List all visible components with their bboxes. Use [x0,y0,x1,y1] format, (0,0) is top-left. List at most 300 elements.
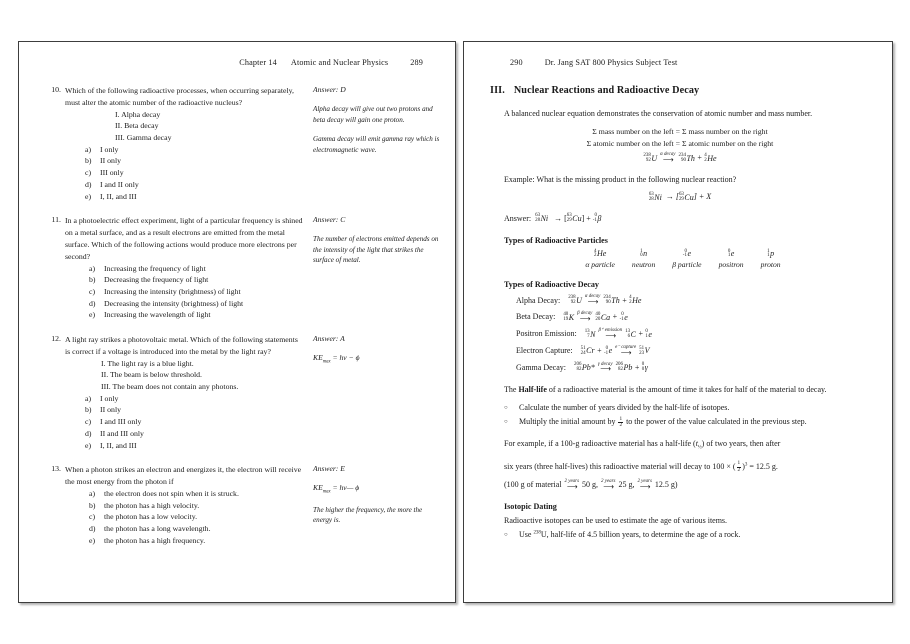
choice-item[interactable] [85,191,303,203]
unknown-product: + X [698,192,712,202]
atomic-number: 92 [645,158,651,164]
atomic-number: 19 [563,316,569,322]
element-symbol: Th [611,296,620,306]
mass-number: 206 [615,362,623,368]
atomic-number: 29 [566,218,572,224]
formula-rhs: = hv − ϕ [332,353,360,362]
list-item [504,416,862,429]
mass-number: 51 [639,345,645,351]
choice-item[interactable] [85,167,303,179]
nuclide-beta [593,213,602,225]
answer-note: The number of electrons emitted depends on the intensity of the light that strikes the surface of metal. [313,235,439,265]
particle-name: positron [718,260,744,270]
atomic-number: 82 [618,367,623,373]
mass-number: 1 [640,248,643,254]
choice-item[interactable] [85,404,303,416]
element-symbol: Ni [540,214,549,224]
answer-prefix: Answer: [504,213,532,223]
particle-cell [672,249,701,269]
question-text: A light ray strikes a photovoltaic metal. Which of the following statements is correct if a voltage is introduced into the metal by the light ray? [65,335,298,356]
mass-number: 40 [595,312,601,318]
element-symbol: e [608,346,613,356]
mass-number: 238 [533,530,541,536]
element-symbol: e [730,249,735,259]
choice-text: the photon has a high velocity. [104,500,200,510]
choice-item[interactable] [89,298,303,310]
atomic-number: 82 [576,367,582,373]
choice-label: d) [85,179,92,189]
answer-side-panel [303,215,441,321]
answer-label: Answer: C [313,215,346,225]
choice-item[interactable] [89,523,303,535]
choice-label: a) [85,144,92,154]
plus-sign: + [696,153,703,163]
arrow-icon: → [665,192,674,202]
arrow-label: γ decay [597,361,613,367]
choice-label: c) [85,417,92,427]
choice-text: Increasing the frequency of light [104,263,206,273]
mass-number: 1 [767,248,770,254]
atomic-number: 0 [641,367,645,373]
answer-label: Answer: D [313,85,346,94]
page-number-right: 290 [510,58,523,67]
decay-row-gamma [490,363,870,374]
reaction-arrow: γ decay ⟶ [597,361,613,374]
choice-item[interactable] [89,488,303,500]
choice-label: c) [89,286,96,296]
atomic-number: -1 [603,350,609,356]
bullet-circle-icon: ○ [504,405,508,412]
atomic-number: 20 [595,316,601,322]
nuclide-thorium [679,154,695,164]
element-symbol: Cr [586,346,595,356]
example-prompt: Example: What is the missing product in the following nuclear reaction? [504,175,737,185]
choice-label: a) [89,488,96,498]
halflife-variable-sub: ½ [697,445,702,451]
choice-label: e) [89,310,96,320]
uranium-decay-equation [490,153,870,164]
mass-number: 40 [563,312,569,318]
list-item [504,402,862,415]
decay-label: Positron Emission: [516,329,577,339]
nuclide-nickel [649,193,662,203]
particle-name: proton [760,260,781,270]
choice-item[interactable] [89,263,303,275]
atomic-number: 1 [727,253,731,259]
question-block-13 [45,464,433,546]
answer-side-panel [303,334,441,451]
answer-formula [313,353,441,365]
choice-label: d) [85,428,92,438]
nuclide-alpha [585,249,615,259]
decay-label: Beta Decay: [516,312,556,322]
example-text-a: For example, if a 100-g radioactive material has a half-life ( [504,438,696,448]
mass-number: 238 [643,153,651,159]
nuclide-beta [672,249,701,259]
element-symbol: He [632,296,642,306]
isotopic-dating-line: Radioactive isotopes can be used to estimate the age of various items. [504,516,728,526]
choice-item[interactable] [89,274,303,286]
mass-number: 63 [648,191,654,197]
element-symbol: Cu [684,192,694,202]
choice-item[interactable] [85,440,303,452]
decay-equation: 206 82 Pb* γ decay ⟶ 206 82 Pb + 0 0 γ [573,361,648,374]
arrow-label: 2 years [601,478,616,484]
bullet-text-a: Use [519,530,532,540]
halflife-decay-chain [490,479,870,491]
choice-label: d) [89,523,96,533]
element-symbol: γ [644,363,648,373]
element-symbol: He [596,249,607,259]
element-symbol: e [648,329,652,339]
choice-item[interactable] [85,428,303,440]
particle-cell [585,249,615,269]
element-symbol: Ca [600,312,611,322]
choice-label: a) [85,393,92,403]
atomic-number: -1 [619,316,624,322]
arrow-label: β⁺ emission [598,327,623,333]
decay-label: Alpha Decay: [516,295,561,305]
formula-subscript: max [322,359,331,365]
particles-heading: Types of Radioactive Particles [504,236,608,246]
choice-label: b) [89,275,96,285]
nuclide-copper [567,213,582,225]
choice-item[interactable] [89,309,303,321]
bullet-circle-icon: ○ [504,532,508,539]
particle-cell [632,249,655,269]
exponent: 3 [744,462,748,468]
element-symbol: Th [686,153,695,163]
isotopic-dating-heading: Isotopic Dating [504,502,557,512]
list-item [504,529,862,542]
halflife-variable: t [695,438,698,448]
particle-name: neutron [631,260,656,270]
choice-label: c) [89,512,96,522]
choice-label: d) [89,298,96,308]
element-symbol: Pb [623,363,633,373]
chain-value-2: 25 g, [618,480,635,490]
chain-arrow: 2 years ⟶ [564,478,579,491]
mass-number: 0 [605,345,609,351]
mass-number: 63 [566,213,572,219]
running-head-right [490,58,870,67]
particle-name: α particle [585,260,615,270]
decay-label: Gamma Decay: [516,362,566,372]
choice-text: III only [100,168,124,178]
choice-text: II only [100,156,122,166]
atomic-number: 24 [580,350,586,356]
question-number: 13. [51,464,61,474]
element-symbol: β [597,214,602,224]
element-symbol: Cu [572,214,582,224]
question-number: 11. [51,215,61,225]
formula-subscript: max [322,489,331,495]
choice-text: I only [100,393,119,403]
formula-ke: KE [313,483,323,493]
mass-number: 4 [704,153,707,159]
fraction-one-half: $\frac{1}{2}$ [619,415,623,429]
choice-list [45,488,303,546]
nuclide-positron [719,249,744,259]
mass-number: 51 [580,345,586,351]
bullet-text: Calculate the number of years divided by the half-life of isotopes. [519,403,730,413]
atomic-number: 0 [640,253,643,259]
nuclide-nickel [535,213,548,225]
choice-item[interactable] [89,286,303,298]
question-text: In a photoelectric effect experiment, light of a particular frequency is shined on a metal surface, and as a result electrons are emitted from the metal surface. Which of the following actions would produce more electrons per second? [65,216,303,261]
atomic-number: 1 [645,333,648,339]
element-symbol: e [687,249,691,259]
choice-item[interactable] [85,179,303,191]
choice-list [45,393,303,451]
arrow-label: β decay [577,311,593,317]
element-symbol: U [576,296,582,306]
example-text-d: = 12.5 g. [749,461,778,471]
mass-number: 63 [678,191,684,197]
mass-number: 13 [625,328,631,334]
section-title: Nuclear Reactions and Radioactive Decay [513,85,700,96]
reaction-arrow: β⁺ emission ⟶ [598,327,623,340]
choice-text: Decreasing the intensity (brightness) of light [104,298,244,308]
bullet-text-b: to the power of the value calculated in the previous step. [626,417,807,427]
particle-table [496,249,870,269]
halflife-example-line2 [490,461,870,473]
choice-item[interactable] [85,144,303,156]
choice-text: I, II, and III [100,440,137,450]
bullet-text [519,529,740,542]
atomic-number: 28 [648,196,654,202]
choice-text: the electron does not spin when it is struck. [104,488,239,498]
question-text: Which of the following radioactive processes, when occurring separately, must alter the atomic number of the radioactive nucleus? [65,86,294,107]
halflife-text-post: of a radioactive material is the amount of time it takes for half of the material to decay. [546,385,827,395]
choice-text: the photon has a high frequency. [104,535,206,545]
example-text-b: ) of two years, then after [701,438,781,448]
choice-text: I and II only [100,179,139,189]
conservation-line-mass: Σ mass number on the left = Σ mass number on the right [592,127,768,137]
decay-row-positron [490,329,870,340]
section-numeral: III. [490,85,505,96]
choice-item[interactable] [89,500,303,512]
choice-item[interactable] [89,535,303,547]
decay-equation: 13 7 N β⁺ emission ⟶ 13 6 C + 0 1 e [584,327,652,340]
arrow-label: α decay [660,152,676,158]
mass-number: 234 [678,153,686,159]
roman-item: I. The light ray is a blue light. [101,358,194,368]
atomic-number: 92 [570,300,576,306]
choice-label: b) [85,156,92,166]
halflife-example-line1 [490,438,870,452]
roman-list [45,358,303,393]
chain-arrow: 2 years ⟶ [601,478,616,491]
atomic-number: -1 [682,253,687,259]
nuclide-neutron [632,249,655,259]
reaction-arrow: e⁻ capture ⟶ [615,344,637,357]
particle-cell [761,249,781,269]
choice-text: the photon has a long wavelength. [104,523,211,533]
mass-number: 63 [535,213,541,219]
conservation-line-atomic: Σ atomic number on the left = Σ atomic number on the right [586,139,774,149]
nuclide-uranium [643,154,657,164]
roman-item: III. Gamma decay [115,133,172,143]
bullet-circle-icon: ○ [504,419,508,426]
section-heading [490,85,870,96]
decay-label: Electron Capture: [516,345,573,355]
reaction-arrow: α decay ⟶ [660,152,676,165]
page-number-left: 289 [410,58,423,67]
choice-text: the photon has a low velocity. [104,512,198,522]
choice-label: e) [85,191,92,201]
formula-rhs: = hv— ϕ [332,483,360,493]
choice-item[interactable] [85,416,303,428]
choice-label: b) [85,405,92,415]
nuclide-helium [704,154,716,164]
element-symbol: K [568,312,575,322]
element-symbol: He [707,153,717,163]
answer-side-panel [303,464,441,546]
atomic-number: 2 [704,158,707,164]
question-stem [45,334,303,358]
arrow-label: 2 years [564,478,579,484]
atomic-number: 90 [680,158,686,164]
fraction-one-half: $\frac{1}{2}$ [737,460,741,473]
atomic-number: 29 [678,196,684,202]
decay-row-alpha [490,295,870,306]
arrow-icon: → [554,213,563,223]
atomic-number: 1 [767,253,770,259]
isotopic-bullets [490,529,870,542]
formula-ke: KE [313,353,323,362]
element-symbol: p [770,249,775,259]
choice-label: b) [89,500,96,510]
decay-equation: 51 24 Cr + 0 -1 e e⁻ capture ⟶ 51 23 V [580,344,650,357]
example-text-c: six years (three half-lives) this radioactive material will decay to 100 × [504,461,731,471]
element-symbol: U [651,153,658,163]
choice-list [45,263,303,321]
choice-item[interactable] [89,511,303,523]
mass-number: 0 [645,328,648,334]
atomic-number: 2 [593,253,597,259]
roman-item: II. The beam is below threshold. [101,370,202,380]
roman-list [45,109,303,144]
arrow-label: 2 years [637,478,652,484]
atomic-number: 28 [535,218,541,224]
book-title: Dr. Jang SAT 800 Physics Subject Test [544,58,678,67]
mass-number: 0 [641,362,645,368]
halflife-term: Half-life [518,385,547,395]
intro-paragraph: A balanced nuclear equation demonstrates the conservation of atomic number and mass number. [504,109,813,118]
question-block-11 [45,215,439,321]
choice-list [45,144,303,202]
element-symbol: U [540,530,547,540]
mass-number: 0 [684,248,687,254]
choice-label: e) [85,440,92,450]
decay-heading: Types of Radioactive Decay [504,280,599,290]
choice-item[interactable] [85,155,303,167]
answer-label: Answer: E [313,464,345,474]
example-equation: 63 28 Ni → [ 63 29 Cu] + X [648,191,712,202]
choice-text: I only [100,144,119,154]
page-right [463,41,893,603]
question-block-12 [45,334,433,451]
bullet-text [519,416,807,429]
particle-cell [719,249,744,269]
answer-label: Answer: A [313,334,345,343]
decay-equation: 238 92 U α decay ⟶ 234 90 Th + 4 2 He [568,294,642,307]
running-head-title: Atomic and Nuclear Physics [290,58,389,67]
chain-value-1: 50 g, [582,480,598,490]
element-symbol: e [624,312,628,322]
answer-formula [313,483,441,495]
element-symbol: V [644,346,650,356]
nuclide-copper [679,193,694,203]
answer-note: Alpha decay will give out two protons and beta decay will gain one proton. [313,105,433,124]
choice-item[interactable] [85,393,303,405]
choice-text: II and III only [100,428,144,438]
atomic-number: 23 [639,350,645,356]
decay-row-electron-capture [490,346,870,357]
choice-text: I and III only [100,417,142,427]
page-left [18,41,456,603]
choice-text: II only [100,405,122,415]
mass-number: 0 [594,213,597,219]
roman-item: I. Alpha decay [115,109,161,119]
question-stem [45,464,303,488]
choice-label: e) [89,535,96,545]
mass-number: 0 [727,248,731,254]
choice-text: Increasing the wavelength of light [104,310,211,320]
choice-label: a) [89,263,96,273]
reaction-arrow: β decay ⟶ [577,311,593,324]
question-number: 12. [51,334,61,343]
mass-number: 238 [568,295,576,301]
roman-item: III. The beam does not contain any photons. [101,382,239,392]
question-text: When a photon strikes an electron and energizes it, the electron will receive the most energy from the photon if [65,465,302,487]
answer-note: The higher the frequency, the more the energy is. [313,505,423,525]
choice-label: c) [85,168,92,178]
bullet-text-a: Multiply the initial amount by [519,417,616,427]
element-symbol: Ni [654,192,662,202]
power-expression: ( $\frac{1}{2}$ )$^3$ [732,460,748,473]
mass-number: 13 [584,328,590,334]
question-number: 10. [51,85,61,94]
chain-value-3: 12.5 g) [654,480,678,490]
atomic-number: 7 [587,333,590,339]
choice-text: Increasing the intensity (brightness) of light [104,286,241,296]
halflife-bullets [490,402,870,428]
arrow-label: α decay [584,294,601,300]
mass-number: 234 [603,295,611,301]
running-head-chapter: Chapter 14 [239,58,277,67]
chain-start: (100 g of material [504,480,562,490]
element-symbol: N [590,329,596,339]
example-answer-row: Answer: 63 28 Ni → [ 63 29 Cu] + 0 -1 β [504,213,602,224]
atomic-number: -1 [592,218,597,224]
reaction-arrow: α decay ⟶ [584,294,601,307]
mass-number: 206 [573,362,582,368]
particle-name: β particle [672,260,702,270]
question-block-10 [45,85,440,202]
choice-text: I, II, and III [100,191,137,201]
answer-note: Gamma decay will emit gamma ray which is electromagnetic wave. [313,135,440,154]
mass-number: 0 [621,312,624,318]
answer-side-panel [303,85,441,202]
chain-arrow: 2 years ⟶ [637,478,652,491]
element-symbol: n [643,249,648,259]
halflife-definition [490,384,870,396]
bullet-text-b: , half-life of 4.5 billion years, to determine the age of a rock. [546,530,741,540]
atomic-number: 6 [627,333,631,339]
element-symbol: C [630,329,636,339]
